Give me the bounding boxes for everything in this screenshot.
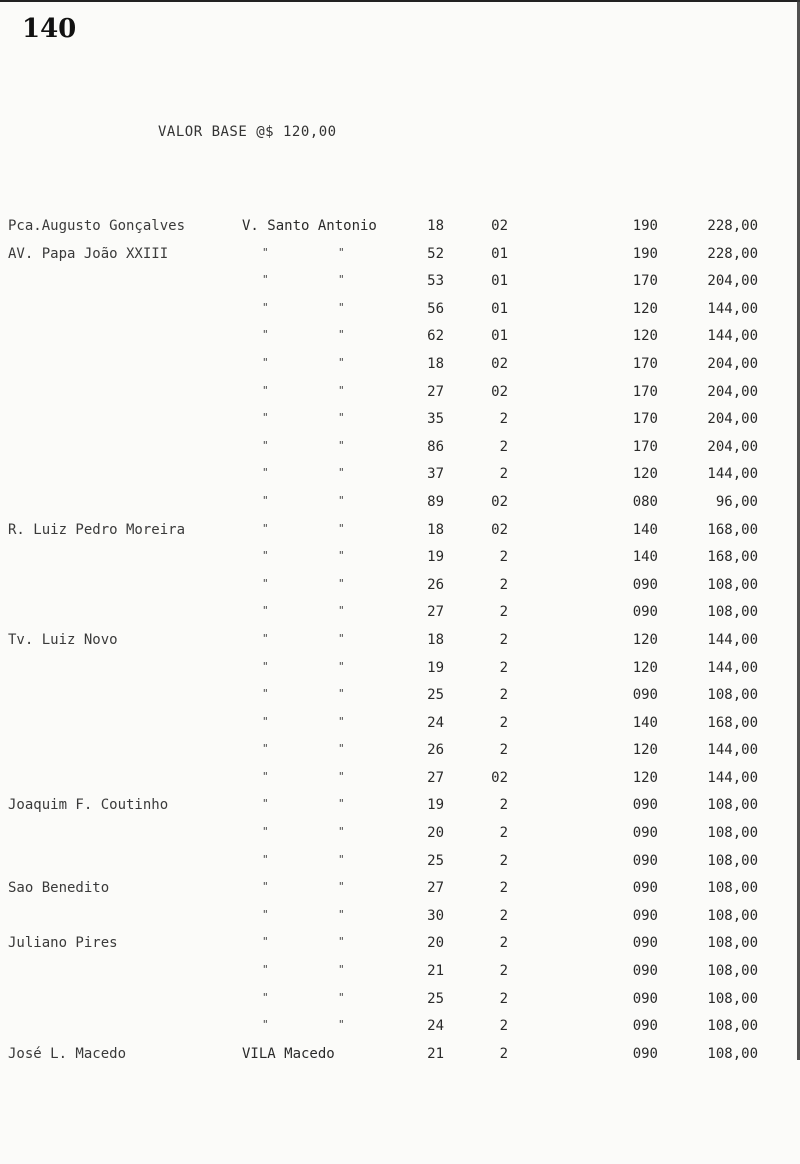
block-number: 2 xyxy=(499,990,508,1007)
ditto-mark: " xyxy=(262,355,269,369)
block-number: 02 xyxy=(491,769,508,786)
assessed-value: 204,00 xyxy=(707,355,758,372)
table-row xyxy=(0,770,800,798)
ditto-mark: " xyxy=(262,273,269,287)
area-value: 120 xyxy=(632,466,658,483)
ditto-mark: " xyxy=(338,493,345,507)
block-number: 2 xyxy=(499,907,508,924)
block-number: 01 xyxy=(491,328,508,345)
ditto-mark: " xyxy=(338,990,345,1004)
ditto-mark: " xyxy=(338,438,345,452)
block-number: 01 xyxy=(491,300,508,317)
table-row xyxy=(0,411,800,439)
lot-number: 25 xyxy=(427,687,444,704)
area-value: 090 xyxy=(632,604,658,621)
owner-street-name: Sao Benedito xyxy=(8,880,110,897)
block-number: 2 xyxy=(499,438,508,455)
assessed-value: 108,00 xyxy=(707,576,758,593)
area-value: 090 xyxy=(632,1018,658,1035)
table-row xyxy=(0,963,800,991)
lot-number: 25 xyxy=(427,852,444,869)
area-value: 080 xyxy=(632,493,658,510)
lot-number: 19 xyxy=(427,549,444,566)
assessed-value: 108,00 xyxy=(707,990,758,1007)
table-row xyxy=(0,384,800,412)
block-number: 02 xyxy=(491,218,508,234)
owner-street-name: Pca.Augusto Gonçalves xyxy=(8,218,186,234)
ditto-mark: " xyxy=(338,355,345,369)
lot-number: 20 xyxy=(427,935,444,952)
page-top-edge xyxy=(0,0,800,2)
ditto-mark: " xyxy=(338,328,345,342)
ditto-mark: " xyxy=(262,549,269,563)
block-number: 02 xyxy=(491,493,508,510)
assessed-value: 96,00 xyxy=(715,493,758,510)
block-number: 2 xyxy=(499,963,508,980)
lot-number: 35 xyxy=(427,411,444,428)
table-row xyxy=(0,246,800,274)
ditto-mark: " xyxy=(338,935,345,949)
block-number: 2 xyxy=(499,742,508,759)
lot-number: 19 xyxy=(427,659,444,676)
block-number: 02 xyxy=(491,521,508,538)
table-row xyxy=(0,577,800,605)
ditto-mark: " xyxy=(262,383,269,397)
block-number: 2 xyxy=(499,576,508,593)
lot-number: 24 xyxy=(427,714,444,731)
owner-street-name: José L. Macedo xyxy=(8,1045,127,1062)
assessed-value: 108,00 xyxy=(707,797,758,814)
assessed-value: 108,00 xyxy=(707,825,758,842)
ditto-mark: " xyxy=(338,466,345,480)
ditto-mark: " xyxy=(338,604,345,618)
ditto-mark: " xyxy=(338,521,345,535)
area-value: 190 xyxy=(632,245,658,262)
lot-number: 18 xyxy=(427,631,444,648)
assessed-value: 144,00 xyxy=(707,300,758,317)
lot-number: 62 xyxy=(427,328,444,345)
ditto-mark: " xyxy=(338,687,345,701)
area-value: 120 xyxy=(632,742,658,759)
area-value: 140 xyxy=(632,521,658,538)
assessed-value: 144,00 xyxy=(707,466,758,483)
ditto-mark: " xyxy=(338,880,345,894)
ditto-mark: " xyxy=(262,935,269,949)
lot-number: 18 xyxy=(427,521,444,538)
owner-street-name: Tv. Luiz Novo xyxy=(8,631,118,648)
lot-number: 27 xyxy=(427,880,444,897)
area-value: 120 xyxy=(632,631,658,648)
block-number: 2 xyxy=(499,880,508,897)
lot-number: 27 xyxy=(427,383,444,400)
assessed-value: 204,00 xyxy=(707,411,758,428)
ditto-mark: " xyxy=(262,907,269,921)
ditto-mark: " xyxy=(338,907,345,921)
block-number: 02 xyxy=(491,383,508,400)
area-value: 120 xyxy=(632,769,658,786)
lot-number: 53 xyxy=(427,273,444,290)
table-row xyxy=(0,328,800,356)
ditto-mark: " xyxy=(262,687,269,701)
ditto-mark: " xyxy=(338,1018,345,1032)
area-value: 090 xyxy=(632,576,658,593)
block-number: 2 xyxy=(499,714,508,731)
ditto-mark: " xyxy=(262,990,269,1004)
block-number: 2 xyxy=(499,466,508,483)
ditto-mark: " xyxy=(262,438,269,452)
ditto-mark: " xyxy=(262,852,269,866)
table-row xyxy=(0,1046,800,1074)
table-row xyxy=(0,439,800,467)
area-value: 090 xyxy=(632,907,658,924)
block-number: 02 xyxy=(491,355,508,372)
assessed-value: 108,00 xyxy=(707,1018,758,1035)
assessed-value: 108,00 xyxy=(707,907,758,924)
block-number: 2 xyxy=(499,1018,508,1035)
block-number: 2 xyxy=(499,604,508,621)
ditto-mark: " xyxy=(262,604,269,618)
lot-number: 21 xyxy=(427,963,444,980)
area-value: 090 xyxy=(632,1045,658,1062)
lot-number: 21 xyxy=(427,1045,444,1062)
area-value: 140 xyxy=(632,714,658,731)
area-value: 170 xyxy=(632,438,658,455)
block-number: 2 xyxy=(499,852,508,869)
lot-number: 27 xyxy=(427,769,444,786)
area-value: 090 xyxy=(632,825,658,842)
lot-number: 26 xyxy=(427,576,444,593)
area-value: 090 xyxy=(632,963,658,980)
ditto-mark: " xyxy=(338,411,345,425)
ditto-mark: " xyxy=(338,273,345,287)
ditto-mark: " xyxy=(338,300,345,314)
ditto-mark: " xyxy=(262,769,269,783)
table-row xyxy=(0,935,800,963)
ditto-mark: " xyxy=(262,742,269,756)
lot-number: 56 xyxy=(427,300,444,317)
page-number: 140 xyxy=(22,14,77,44)
owner-street-name: Juliano Pires xyxy=(8,935,118,952)
table-row xyxy=(0,632,800,660)
ditto-mark: " xyxy=(338,245,345,259)
ditto-mark: " xyxy=(262,245,269,259)
base-value-header: VALOR BASE @$ 120,00 xyxy=(158,124,337,140)
table-row xyxy=(0,797,800,825)
block-number: 2 xyxy=(499,549,508,566)
assessed-value: 108,00 xyxy=(707,1045,758,1062)
ditto-mark: " xyxy=(262,880,269,894)
lot-number: 89 xyxy=(427,493,444,510)
assessed-value: 108,00 xyxy=(707,935,758,952)
area-value: 190 xyxy=(632,218,658,234)
ditto-mark: " xyxy=(338,769,345,783)
lot-number: 52 xyxy=(427,245,444,262)
area-value: 170 xyxy=(632,273,658,290)
area-value: 140 xyxy=(632,549,658,566)
area-value: 090 xyxy=(632,797,658,814)
ditto-mark: " xyxy=(262,714,269,728)
table-row xyxy=(0,549,800,577)
ditto-mark: " xyxy=(338,383,345,397)
locality-name: VILA Macedo xyxy=(242,1045,335,1062)
block-number: 2 xyxy=(499,659,508,676)
lot-number: 86 xyxy=(427,438,444,455)
ditto-mark: " xyxy=(338,852,345,866)
block-number: 2 xyxy=(499,797,508,814)
table-row xyxy=(0,687,800,715)
ditto-mark: " xyxy=(338,576,345,590)
block-number: 2 xyxy=(499,687,508,704)
assessed-value: 144,00 xyxy=(707,631,758,648)
area-value: 090 xyxy=(632,935,658,952)
table-row xyxy=(0,742,800,770)
ditto-mark: " xyxy=(338,963,345,977)
assessed-value: 228,00 xyxy=(707,218,758,234)
ditto-mark: " xyxy=(338,825,345,839)
block-number: 2 xyxy=(499,935,508,952)
owner-street-name: Joaquim F. Coutinho xyxy=(8,797,169,814)
assessed-value: 168,00 xyxy=(707,549,758,566)
block-number: 2 xyxy=(499,825,508,842)
lot-number: 24 xyxy=(427,1018,444,1035)
locality-name: V. Santo Antonio xyxy=(242,218,377,234)
ditto-mark: " xyxy=(262,963,269,977)
area-value: 170 xyxy=(632,355,658,372)
assessed-value: 168,00 xyxy=(707,521,758,538)
table-row xyxy=(0,356,800,384)
assessed-value: 144,00 xyxy=(707,328,758,345)
assessed-value: 144,00 xyxy=(707,659,758,676)
block-number: 01 xyxy=(491,273,508,290)
area-value: 090 xyxy=(632,852,658,869)
lot-number: 19 xyxy=(427,797,444,814)
assessed-value: 228,00 xyxy=(707,245,758,262)
table-row xyxy=(0,604,800,632)
area-value: 120 xyxy=(632,659,658,676)
area-value: 120 xyxy=(632,328,658,345)
owner-street-name: AV. Papa João XXIII xyxy=(8,245,169,262)
ditto-mark: " xyxy=(338,549,345,563)
owner-street-name: R. Luiz Pedro Moreira xyxy=(8,521,186,538)
area-value: 120 xyxy=(632,300,658,317)
ditto-mark: " xyxy=(262,521,269,535)
ditto-mark: " xyxy=(262,576,269,590)
assessed-value: 108,00 xyxy=(707,963,758,980)
area-value: 170 xyxy=(632,383,658,400)
lot-number: 18 xyxy=(427,218,444,234)
ditto-mark: " xyxy=(338,631,345,645)
lot-number: 27 xyxy=(427,604,444,621)
assessed-value: 204,00 xyxy=(707,383,758,400)
ditto-mark: " xyxy=(262,466,269,480)
ditto-mark: " xyxy=(262,411,269,425)
table-row xyxy=(0,853,800,881)
assessed-value: 144,00 xyxy=(707,742,758,759)
table-row xyxy=(0,522,800,550)
assessed-value: 204,00 xyxy=(707,273,758,290)
ditto-mark: " xyxy=(338,797,345,811)
table-row xyxy=(0,880,800,908)
lot-number: 37 xyxy=(427,466,444,483)
area-value: 170 xyxy=(632,411,658,428)
ditto-mark: " xyxy=(262,659,269,673)
table-row xyxy=(0,1018,800,1046)
ditto-mark: " xyxy=(262,1018,269,1032)
table-row xyxy=(0,494,800,522)
property-table xyxy=(0,218,800,1073)
assessed-value: 108,00 xyxy=(707,880,758,897)
table-row xyxy=(0,908,800,936)
ditto-mark: " xyxy=(262,797,269,811)
area-value: 090 xyxy=(632,990,658,1007)
assessed-value: 108,00 xyxy=(707,852,758,869)
table-row xyxy=(0,218,800,246)
block-number: 01 xyxy=(491,245,508,262)
lot-number: 30 xyxy=(427,907,444,924)
assessed-value: 168,00 xyxy=(707,714,758,731)
ditto-mark: " xyxy=(262,493,269,507)
table-row xyxy=(0,301,800,329)
lot-number: 18 xyxy=(427,355,444,372)
ditto-mark: " xyxy=(338,742,345,756)
ditto-mark: " xyxy=(262,300,269,314)
block-number: 2 xyxy=(499,1045,508,1062)
table-row xyxy=(0,660,800,688)
lot-number: 26 xyxy=(427,742,444,759)
assessed-value: 108,00 xyxy=(707,687,758,704)
table-row xyxy=(0,991,800,1019)
area-value: 090 xyxy=(632,880,658,897)
area-value: 090 xyxy=(632,687,658,704)
ditto-mark: " xyxy=(262,825,269,839)
ditto-mark: " xyxy=(262,328,269,342)
lot-number: 20 xyxy=(427,825,444,842)
table-row xyxy=(0,715,800,743)
ditto-mark: " xyxy=(338,659,345,673)
lot-number: 25 xyxy=(427,990,444,1007)
table-row xyxy=(0,825,800,853)
ditto-mark: " xyxy=(338,714,345,728)
assessed-value: 108,00 xyxy=(707,604,758,621)
assessed-value: 144,00 xyxy=(707,769,758,786)
table-row xyxy=(0,273,800,301)
block-number: 2 xyxy=(499,631,508,648)
block-number: 2 xyxy=(499,411,508,428)
table-row xyxy=(0,466,800,494)
assessed-value: 204,00 xyxy=(707,438,758,455)
ditto-mark: " xyxy=(262,631,269,645)
